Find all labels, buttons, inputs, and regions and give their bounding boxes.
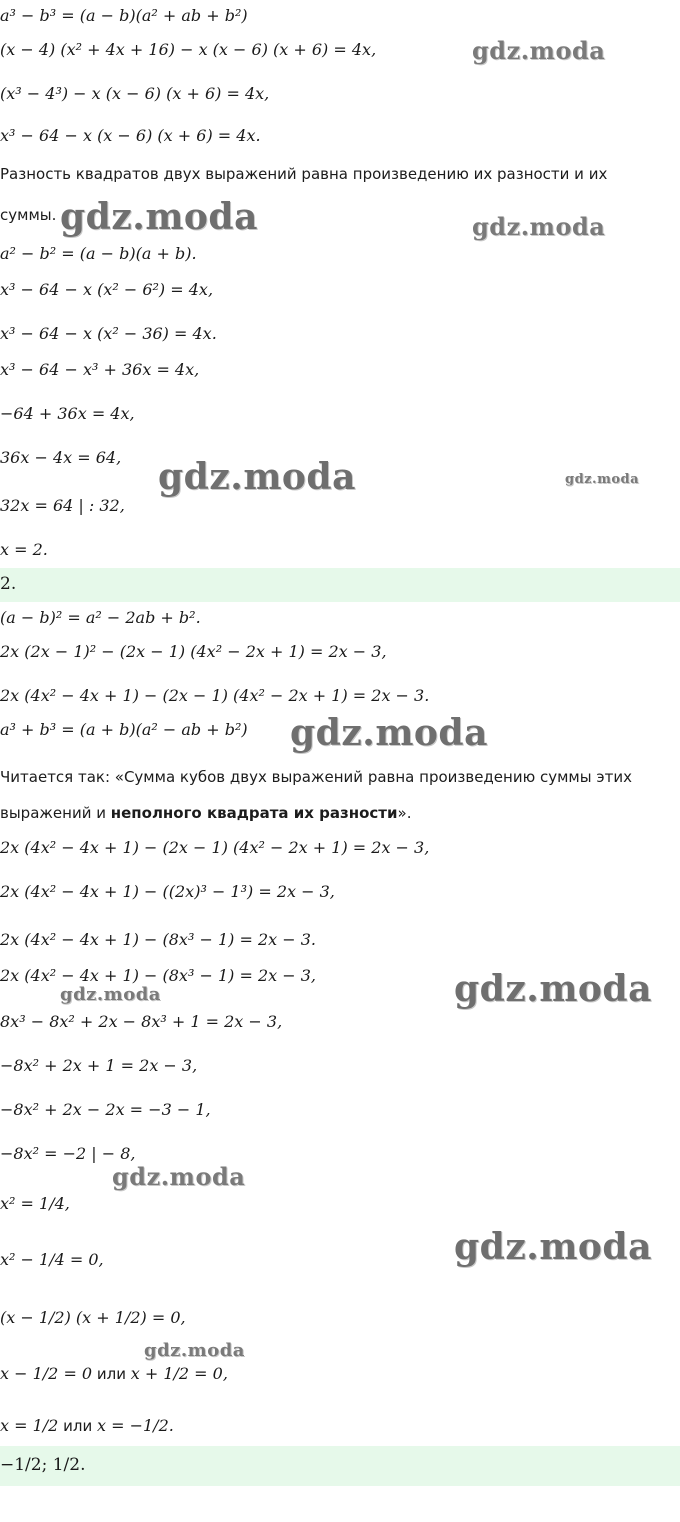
- equation-line: −8x² + 2x + 1 = 2x − 3,: [0, 1056, 198, 1075]
- watermark: gdz.moda: [112, 1162, 246, 1191]
- explanation-text: Читается так: «Сумма кубов двух выражений равна произведению суммы этих: [0, 768, 632, 786]
- equation-part: x = 1/2: [0, 1416, 59, 1435]
- equation-line: x³ − 64 − x (x² − 6²) = 4x,: [0, 280, 214, 299]
- watermark: gdz.moda: [454, 968, 652, 1010]
- formula-sum-cubes: a³ − b³ = (a − b)(a² + ab + b²): [0, 6, 248, 25]
- explanation-text-start: выражений и: [0, 804, 111, 822]
- answer-band: [0, 568, 680, 602]
- conjunction-word: или: [58, 1417, 97, 1435]
- equation-line: x² − 1/4 = 0,: [0, 1250, 104, 1269]
- equation-line: 2x (4x² − 4x + 1) − (8x³ − 1) = 2x − 3,: [0, 966, 316, 985]
- equation-line: [0, 1362, 228, 1386]
- explanation-text: [0, 802, 411, 824]
- equation-line: 2x (2x − 1)² − (2x − 1) (4x² − 2x + 1) = 2x − 3,: [0, 642, 387, 661]
- answer-band: [0, 1446, 680, 1486]
- equation-line: −8x² = −2 | − 8,: [0, 1144, 136, 1163]
- answer-value: −1/2; 1/2.: [0, 1455, 86, 1475]
- equation-line: 2x (4x² − 4x + 1) − (8x³ − 1) = 2x − 3.: [0, 930, 316, 949]
- equation-line: (x − 4) (x² + 4x + 16) − x (x − 6) (x + 6) = 4x,: [0, 40, 377, 59]
- conjunction-word: или: [92, 1365, 131, 1383]
- equation-line: 2x (4x² − 4x + 1) − (2x − 1) (4x² − 2x + 1) = 2x − 3.: [0, 686, 430, 705]
- watermark: gdz.moda: [565, 472, 640, 487]
- equation-part: x − 1/2 = 0: [0, 1364, 93, 1383]
- explanation-text: Разность квадратов двух выражений равна произведению их разности и их: [0, 165, 608, 183]
- equation-part: x + 1/2 = 0,: [130, 1364, 228, 1383]
- watermark: gdz.moda: [60, 196, 258, 238]
- equation-line: −8x² + 2x − 2x = −3 − 1,: [0, 1100, 211, 1119]
- equation-line: x³ − 64 − x³ + 36x = 4x,: [0, 360, 200, 379]
- explanation-text-end: ».: [397, 804, 412, 822]
- watermark: gdz.moda: [60, 984, 161, 1005]
- equation-line: x³ − 64 − x (x² − 36) = 4x.: [0, 324, 217, 343]
- watermark: gdz.moda: [472, 212, 606, 241]
- equation-line: x³ − 64 − x (x − 6) (x + 6) = 4x.: [0, 126, 261, 145]
- equation-part: x = −1/2.: [96, 1416, 174, 1435]
- watermark: gdz.moda: [454, 1226, 652, 1268]
- formula-diff-squares: a² − b² = (a − b)(a + b).: [0, 244, 197, 263]
- explanation-text-bold: неполного квадрата их разности: [110, 804, 398, 822]
- equation-line: x² = 1/4,: [0, 1194, 70, 1213]
- equation-line: (x − 1/2) (x + 1/2) = 0,: [0, 1308, 186, 1327]
- equation-line: x = 2.: [0, 540, 48, 559]
- watermark: gdz.moda: [472, 36, 606, 65]
- equation-line: [0, 1414, 174, 1438]
- equation-line: 32x = 64 | : 32,: [0, 496, 125, 515]
- watermark: gdz.moda: [144, 1340, 245, 1361]
- answer-value: 2.: [0, 574, 17, 594]
- equation-line: 8x³ − 8x² + 2x − 8x³ + 1 = 2x − 3,: [0, 1012, 283, 1031]
- formula-sum-cubes: a³ + b³ = (a + b)(a² − ab + b²): [0, 720, 248, 739]
- formula-square-diff: (a − b)² = a² − 2ab + b².: [0, 608, 201, 627]
- equation-line: (x³ − 4³) − x (x − 6) (x + 6) = 4x,: [0, 84, 270, 103]
- equation-line: −64 + 36x = 4x,: [0, 404, 135, 423]
- equation-line: 2x (4x² − 4x + 1) − (2x − 1) (4x² − 2x + 1) = 2x − 3,: [0, 838, 430, 857]
- equation-line: 2x (4x² − 4x + 1) − ((2x)³ − 1³) = 2x − 3,: [0, 882, 335, 901]
- equation-line: 36x − 4x = 64,: [0, 448, 122, 467]
- watermark: gdz.moda: [158, 456, 356, 498]
- explanation-text: суммы.: [0, 206, 57, 224]
- watermark: gdz.moda: [290, 712, 488, 754]
